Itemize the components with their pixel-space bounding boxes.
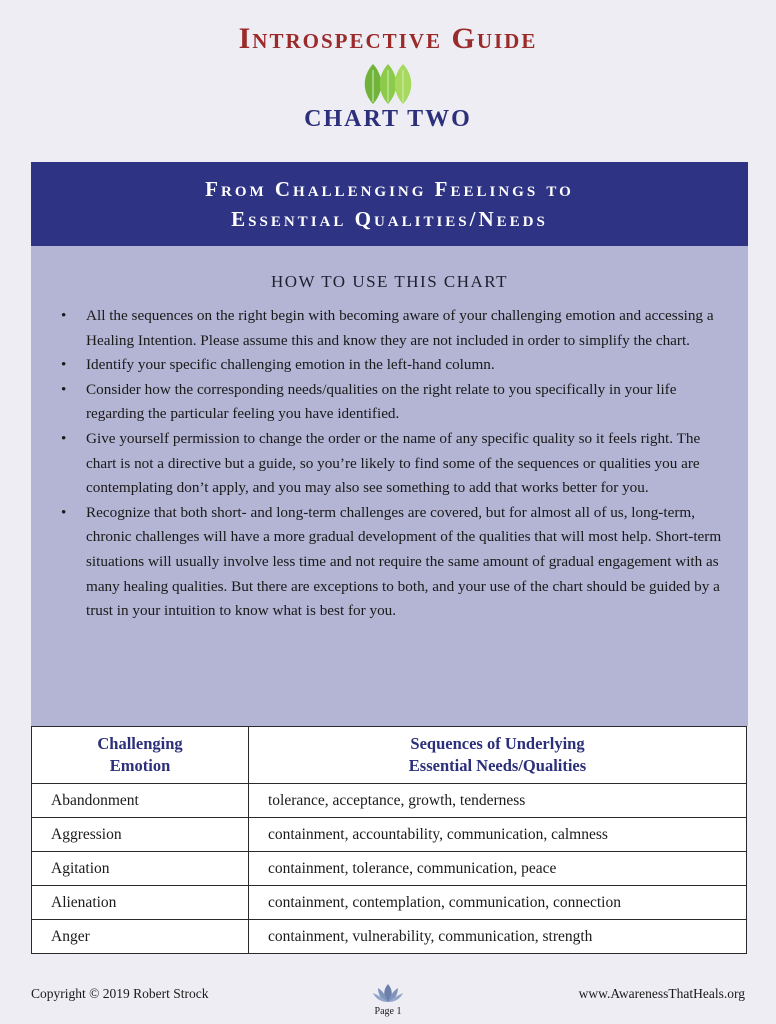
banner-line-2: Essential Qualities/Needs [231, 207, 548, 231]
instructions-list [55, 304, 725, 624]
table-row [32, 818, 747, 852]
column-header-emotion [32, 727, 249, 784]
list-item: • Give yourself permission to change the order or the name of any specific quality so it feels right. The chart is not a directive but a guide, so you’re likely to find some of the sequences or qualities you are contemplating don’t apply, and you may also see something to add that works better for you. [55, 427, 725, 501]
page-title: Introspective Guide [238, 22, 538, 55]
copyright-text: Copyright © 2019 Robert Strock [31, 986, 209, 1001]
qualities-cell: containment, vulnerability, communication, strength [249, 920, 747, 954]
list-item: • Identify your specific challenging emotion in the left-hand column. [55, 353, 725, 378]
banner-line-1: From Challenging Feelings to [205, 177, 574, 201]
instructions-panel [31, 246, 748, 726]
qualities-cell: containment, tolerance, communication, peace [249, 852, 747, 886]
column-header-qualities [249, 727, 747, 784]
table-row [32, 784, 747, 818]
emotion-cell: Alienation [32, 886, 249, 920]
table-row [32, 852, 747, 886]
emotion-cell: Abandonment [32, 784, 249, 818]
table-row [32, 886, 747, 920]
page-number: Page 1 [374, 1006, 402, 1017]
column-header-emotion-line2: Emotion [109, 756, 171, 775]
instructions-heading: HOW TO USE THIS CHART [270, 272, 509, 291]
three-leaves-icon [358, 62, 418, 106]
emotion-cell: Anger [32, 920, 249, 954]
emotions-table [31, 726, 747, 954]
column-header-qualities-line2: Essential Needs/Qualities [408, 756, 587, 775]
website-link[interactable]: www.AwarenessThatHeals.org [578, 986, 745, 1001]
qualities-cell: containment, contemplation, communication, connection [249, 886, 747, 920]
list-item: • All the sequences on the right begin with becoming aware of your challenging emotion and accessing a Healing Intention. Please assume this and know they are not included in order to simplify the chart. [55, 304, 725, 353]
list-item: • Consider how the corresponding needs/qualities on the right relate to you specifically in your life regarding the particular feeling you have identified. [55, 378, 725, 427]
chart-subtitle: CHART TWO [304, 106, 472, 132]
qualities-cell: containment, accountability, communication, calmness [249, 818, 747, 852]
emotion-cell: Aggression [32, 818, 249, 852]
column-header-emotion-line1: Challenging [97, 734, 183, 753]
table-header-row [32, 727, 747, 784]
lotus-icon [372, 982, 404, 1004]
list-item: • Recognize that both short- and long-term challenges are covered, but for almost all of us, long-term, chronic challenges will have a more gradual development of the qualities that will most help. Short-term situations will usually involve less time and not require the same amount of gradual engagement with as many healing qualities. But there are exceptions to both, and your use of the chart should be guided by a trust in your intuition to know what is best for you. [55, 501, 725, 624]
qualities-cell: tolerance, acceptance, growth, tenderness [249, 784, 747, 818]
column-header-qualities-line1: Sequences of Underlying [410, 734, 585, 753]
section-banner [31, 162, 748, 246]
emotion-cell: Agitation [32, 852, 249, 886]
table-row [32, 920, 747, 954]
